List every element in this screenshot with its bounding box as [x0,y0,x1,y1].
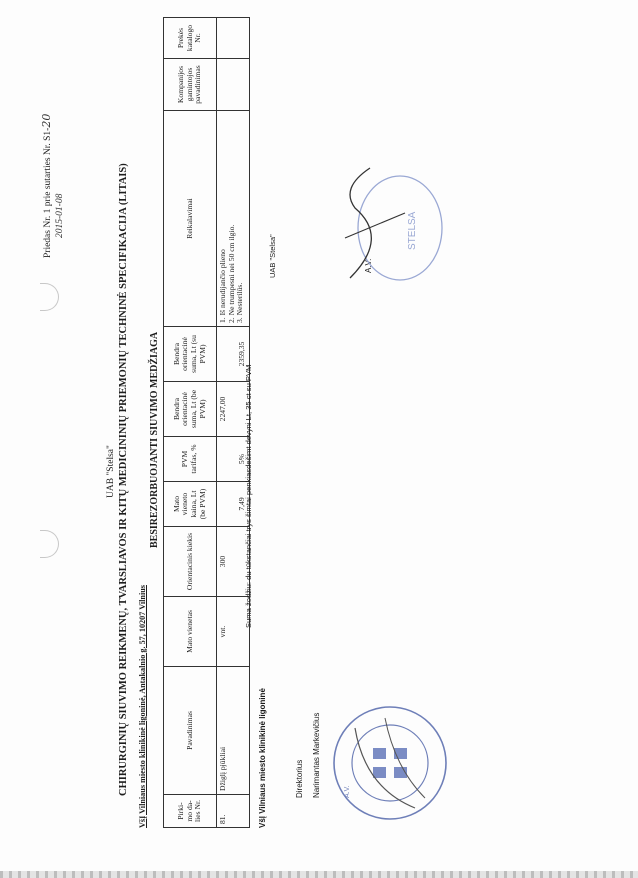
table-header-row [164,18,217,828]
supplier-header: UAB "Stelsa" [106,445,116,498]
cell-sum-inc-vat: 2359,35 [217,327,250,382]
cell-sum-ex-vat: 2247,00 [217,382,250,437]
requirement-item: 3. Nesterilūs. [235,282,245,323]
cell-requirements [217,111,250,327]
supplier-organization: UAB "Stelsa" [268,234,277,278]
col-header: Bendra orientacinė suma, Lt (be PVM) [164,382,217,437]
supplier-initials: A.V. [364,258,373,273]
col-header: Pavadinimas [164,667,217,795]
col-header: Bendra orientacinė suma, Lt (su PVM) [164,327,217,382]
annex-reference [40,114,53,258]
col-header: PVM tarifas, % [164,437,217,482]
cell-unit: vnt. [217,597,250,667]
specification-table [163,17,250,828]
col-header: Prekės katalogo Nr. [164,18,217,59]
buyer-stamp [325,698,455,828]
col-header: Kompanijos gamintojos pavadinimas [164,59,217,111]
cell-quantity: 300 [217,527,250,597]
col-header: Reikalavimai [164,111,217,327]
col-header: Mato vienetas [164,597,217,667]
col-header: Mato vieneto kaina, Lt (be PVM) [164,482,217,527]
customer-address: VšĮ Vilniaus miesto klinikinė ligoninė, Antakalnio g. 57, 10207 Vilnius [138,585,147,828]
buyer-name: Narimantas Markevičius [312,712,321,798]
document-title: CHIRURGINIŲ SIUVIMO REIKMENŲ, TVARSLIAVOS IR KITŲ MEDICININIŲ PRIEMONIŲ TECHNINĖ SPECIFIKACIJA (LITAIS) [118,163,129,796]
cell-manufacturer [217,59,250,111]
col-header: Pirki-mo da-lies Nr. [164,795,217,828]
cell-catalog-number [217,18,250,59]
annex-line: Priedas Nr. 1 prie sutarties Nr. S1- [43,127,53,258]
requirement-item: 2. Ne trumpesni nei 50 cm ilgio. [226,224,236,323]
section-title: BESIREZORBUOJANTI SIUVIMO MEDŽIAGA [149,331,160,548]
buyer-organization: VšĮ Vilniaus miesto klinikinė ligoninė [258,688,267,828]
col-header: Orientacinis kiekis [164,527,217,597]
scanner-edge [0,871,638,878]
cell-unit-price: 7,49 [217,482,250,527]
buyer-role: Direktorius [295,759,304,798]
contract-number-handwritten: 20 [40,113,53,128]
supplier-stamp [330,158,450,298]
requirement-item: 1. Iš nerudijančio plieno [218,249,227,323]
sum-in-words: Suma žodžiu: du tūkstančiai trys šimtai penkiasdešimt devyni Lt, 35 ct su PVM [244,364,253,628]
buyer-stamp-initials: A.V. [344,785,351,798]
supplier-stamp-text: STELSA [407,211,418,250]
annex-date-handwritten: 2015-01-08 [55,193,65,238]
cell-item-number: 81. [217,795,250,828]
cell-vat-rate: 5% [217,437,250,482]
cell-item-name: Džiglį pjūkliai [217,667,250,795]
